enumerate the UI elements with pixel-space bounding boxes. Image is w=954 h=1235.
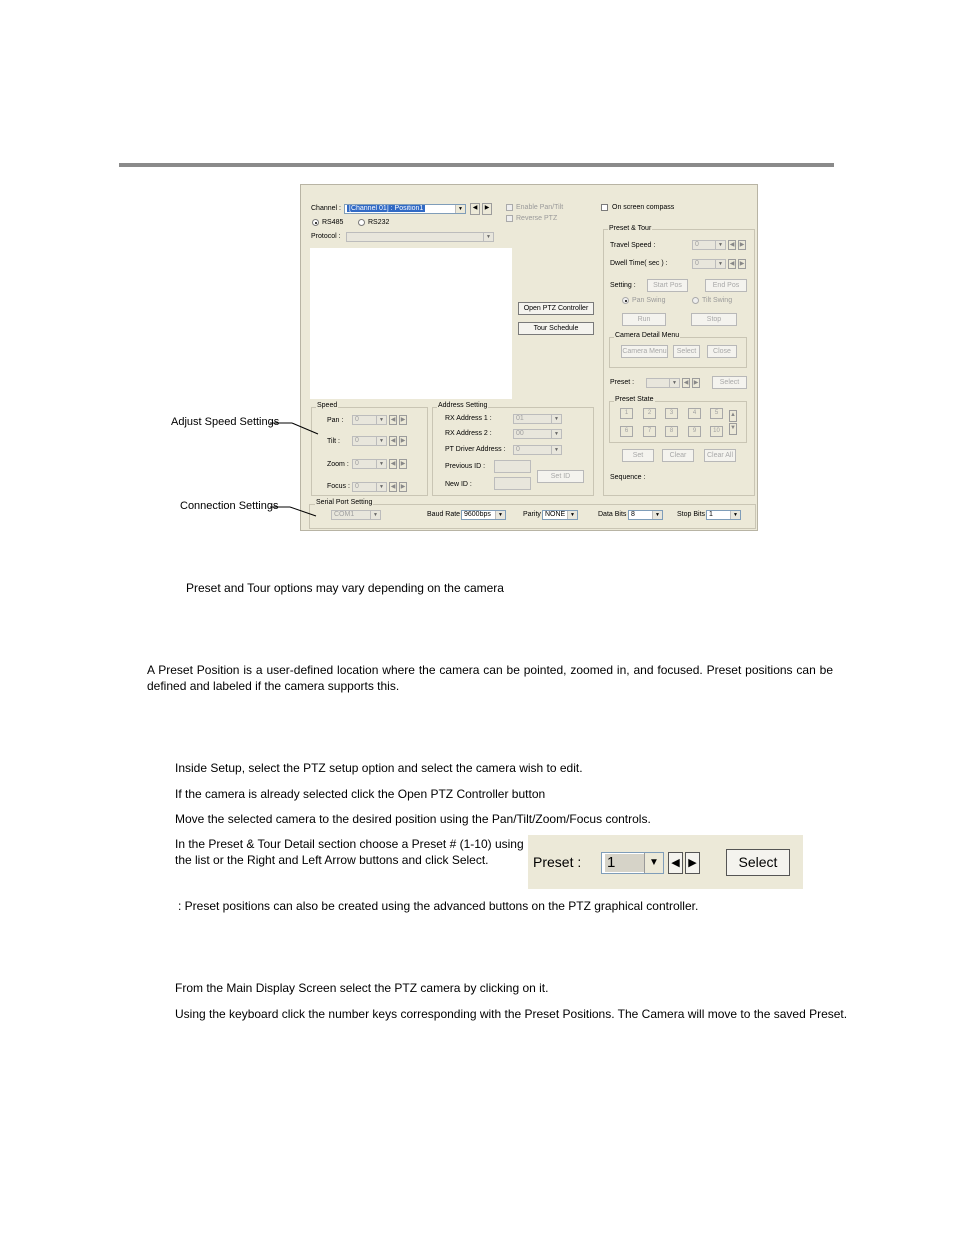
pan-swing-radio[interactable] <box>622 297 629 304</box>
preset-clear-all-button[interactable]: Clear All <box>704 449 736 462</box>
focus-speed-select[interactable]: 0 ▼ <box>352 482 387 492</box>
protocol-select[interactable] <box>346 232 494 242</box>
step-1-4b: the list or the Right and Left Arrow buttons and click Select. <box>175 853 489 867</box>
baud-rate-label: Baud Rate <box>427 511 461 518</box>
stop-bits-select[interactable]: 1 ▼ <box>706 510 741 520</box>
ptz-setup-dialog <box>300 184 758 531</box>
stop-bits-label: Stop Bits <box>677 511 706 518</box>
preset-label: Preset : <box>610 379 635 386</box>
preset-right-arrow[interactable]: ▶ <box>693 380 699 386</box>
setting-label: Setting : <box>610 282 636 289</box>
tour-schedule-button[interactable]: Tour Schedule <box>518 322 594 335</box>
sequence-label: Sequence : <box>610 474 646 481</box>
step-1-1: Inside Setup, select the PTZ setup option and select the camera wish to edit. <box>175 761 583 775</box>
preset-state-button-10[interactable]: 10 <box>710 426 723 437</box>
rs485-radio[interactable] <box>312 219 319 226</box>
protocol-label: Protocol : <box>311 233 341 240</box>
new-id-label: New ID : <box>445 481 472 488</box>
stop-button[interactable]: Stop <box>691 313 737 326</box>
previous-id-input[interactable] <box>494 460 531 473</box>
preset-widget-screenshot <box>528 835 803 889</box>
chevron-down-icon: ▼ <box>376 416 386 424</box>
zoom-speed-select[interactable]: 0 ▼ <box>352 459 387 469</box>
tilt-right-arrow[interactable]: ▶ <box>400 438 406 444</box>
pan-left-arrow[interactable]: ◀ <box>390 417 396 423</box>
serial-port-title: Serial Port Setting <box>316 499 373 506</box>
tilt-label: Tilt : <box>327 438 340 445</box>
reverse-ptz-label: Reverse PTZ <box>516 215 558 222</box>
preset-select-button[interactable]: Select <box>712 376 747 389</box>
preset-state-button-7[interactable]: 7 <box>643 426 656 437</box>
chevron-down-icon: ▼ <box>455 205 465 213</box>
connection-callout-line <box>270 502 320 522</box>
preset-state-title: Preset State <box>615 396 654 403</box>
enable-pan-tilt-checkbox[interactable] <box>506 204 513 211</box>
travel-speed-right-arrow[interactable]: ▶ <box>739 242 745 248</box>
pt-driver-address-label: PT Driver Address : <box>445 446 506 453</box>
data-bits-label: Data Bits <box>598 511 627 518</box>
camera-detail-menu-title: Camera Detail Menu <box>615 332 680 339</box>
preset-state-button-6[interactable]: 6 <box>620 426 633 437</box>
dwell-time-label: Dwell Time( sec ) : <box>610 260 668 267</box>
new-id-input[interactable] <box>494 477 531 490</box>
preset-widget-left-arrow[interactable]: ◀ <box>668 852 683 874</box>
start-pos-button[interactable]: Start Pos <box>647 279 688 292</box>
chevron-down-icon: ▼ <box>370 511 380 519</box>
zoom-right-arrow[interactable]: ▶ <box>400 461 406 467</box>
pan-label: Pan : <box>327 417 344 424</box>
rs485-label: RS485 <box>322 219 344 226</box>
focus-left-arrow[interactable]: ◀ <box>390 484 396 490</box>
parity-label: Parity <box>523 511 541 518</box>
note-text: : Preset positions can also be created using the advanced buttons on the PTZ graphical controller. <box>178 899 699 913</box>
travel-speed-select[interactable]: 0 ▼ <box>692 240 726 250</box>
run-button[interactable]: Run <box>622 313 666 326</box>
rx-address-1-label: RX Address 1 : <box>445 415 492 422</box>
channel-next-button[interactable]: ▶ <box>482 203 492 215</box>
preset-state-button-8[interactable]: 8 <box>665 426 678 437</box>
reverse-ptz-checkbox[interactable] <box>506 215 513 222</box>
on-screen-compass-checkbox[interactable] <box>601 204 608 211</box>
travel-speed-left-arrow[interactable]: ◀ <box>729 242 735 248</box>
intro-paragraph: A Preset Position is a user-defined location where the camera can be pointed, zoomed in, and focused. Preset positions can be defined and labeled if the camera supports this. <box>147 663 833 693</box>
on-screen-compass-label: On screen compass <box>612 204 675 211</box>
chevron-down-icon: ▼ <box>495 511 505 519</box>
preset-state-button-3[interactable]: 3 <box>665 408 678 419</box>
rx-address-2-label: RX Address 2 : <box>445 430 492 437</box>
parity-select[interactable]: NONE ▼ <box>542 510 578 520</box>
camera-menu-button[interactable]: Camera Menu <box>621 345 668 358</box>
preset-select[interactable] <box>646 378 680 388</box>
end-pos-button[interactable]: End Pos <box>705 279 747 292</box>
preset-state-button-2[interactable]: 2 <box>643 408 656 419</box>
address-setting-title: Address Setting <box>438 402 488 409</box>
rx-address-1-select[interactable]: 01 ▼ <box>513 414 562 424</box>
figure-caption: Preset and Tour options may vary depending on the camera <box>186 581 504 595</box>
focus-right-arrow[interactable]: ▶ <box>400 484 406 490</box>
set-id-button[interactable]: Set ID <box>537 470 584 483</box>
rx-address-2-select[interactable]: 00 ▼ <box>513 429 562 439</box>
speed-callout: Adjust Speed Settings <box>171 416 280 428</box>
preset-state-scroll-up[interactable]: ▲ <box>729 410 737 422</box>
step-2-1: From the Main Display Screen select the PTZ camera by clicking on it. <box>175 981 549 995</box>
com-port-select[interactable]: COM1 ▼ <box>331 510 381 520</box>
preset-widget-select-button[interactable]: Select <box>726 849 790 876</box>
enable-pan-tilt-label: Enable Pan/Tilt <box>516 204 564 211</box>
pan-speed-select[interactable]: 0 ▼ <box>352 415 387 425</box>
chevron-down-icon: ▼ <box>551 415 561 423</box>
preset-tour-title: Preset & Tour <box>609 225 652 232</box>
preset-widget-select[interactable]: 1 ▼ <box>601 852 664 874</box>
channel-prev-button[interactable]: ◀ <box>470 203 480 215</box>
rs232-radio[interactable] <box>358 219 365 226</box>
pan-swing-label: Pan Swing <box>632 297 666 304</box>
chevron-down-icon: ▼ <box>669 379 679 387</box>
speed-callout-line <box>270 418 320 438</box>
chevron-down-icon: ▼ <box>376 483 386 491</box>
preset-widget-label: Preset : <box>533 854 582 870</box>
preset-state-button-4[interactable]: 4 <box>688 408 701 419</box>
dwell-time-select[interactable]: 0 ▼ <box>692 259 726 269</box>
chevron-down-icon: ▼ <box>483 233 493 241</box>
zoom-left-arrow[interactable]: ◀ <box>390 461 396 467</box>
preset-state-scroll-down[interactable]: ▼ <box>729 423 737 435</box>
pt-driver-address-select[interactable]: 0 ▼ <box>513 445 562 455</box>
preset-left-arrow[interactable]: ◀ <box>683 380 689 386</box>
chevron-down-icon: ▼ <box>567 511 577 519</box>
speed-group-title: Speed <box>317 402 338 409</box>
chevron-down-icon: ▼ <box>644 853 663 873</box>
rs232-label: RS232 <box>368 219 390 226</box>
preset-state-button-9[interactable]: 9 <box>688 426 701 437</box>
tilt-speed-select[interactable]: 0 ▼ <box>352 436 387 446</box>
open-ptz-controller-button[interactable]: Open PTZ Controller <box>518 302 594 315</box>
section-rule <box>119 163 834 167</box>
baud-rate-select[interactable]: 9600bps ▼ <box>461 510 506 520</box>
channel-label: Channel : <box>311 205 341 212</box>
chevron-down-icon: ▼ <box>551 446 561 454</box>
preset-state-button-5[interactable]: 5 <box>710 408 723 419</box>
tilt-left-arrow[interactable]: ◀ <box>390 438 396 444</box>
travel-speed-label: Travel Speed : <box>610 242 656 249</box>
chevron-down-icon: ▼ <box>376 437 386 445</box>
step-2-2: Using the keyboard click the number keys corresponding with the Preset Positions. The Camera will move to the saved Preset. <box>175 1007 848 1021</box>
pan-right-arrow[interactable]: ▶ <box>400 417 406 423</box>
tilt-swing-radio[interactable] <box>692 297 699 304</box>
dwell-time-right-arrow[interactable]: ▶ <box>739 261 745 267</box>
connection-callout: Connection Settings <box>180 500 279 512</box>
preview-area <box>310 248 512 399</box>
channel-select[interactable]: [Channel 01] : Position1 ▼ <box>344 204 466 214</box>
chevron-down-icon: ▼ <box>551 430 561 438</box>
chevron-down-icon: ▼ <box>652 511 662 519</box>
chevron-down-icon: ▼ <box>376 460 386 468</box>
step-1-4: In the Preset & Tour Detail section choose a Preset # (1-10) using <box>175 837 524 851</box>
focus-label: Focus : <box>327 483 350 490</box>
chevron-down-icon: ▼ <box>730 511 740 519</box>
camera-close-button[interactable]: Close <box>707 345 737 358</box>
previous-id-label: Previous ID : <box>445 463 486 470</box>
step-1-3: Move the selected camera to the desired position using the Pan/Tilt/Zoom/Focus controls. <box>175 812 651 826</box>
chevron-down-icon: ▼ <box>715 241 725 249</box>
zoom-label: Zoom : <box>327 461 349 468</box>
chevron-down-icon: ▼ <box>715 260 725 268</box>
camera-select-button[interactable]: Select <box>673 345 700 358</box>
preset-widget-right-arrow[interactable]: ▶ <box>685 852 700 874</box>
data-bits-select[interactable]: 8 ▼ <box>628 510 663 520</box>
preset-state-button-1[interactable]: 1 <box>620 408 633 419</box>
step-1-2: If the camera is already selected click the Open PTZ Controller button <box>175 787 546 801</box>
preset-set-button[interactable]: Set <box>622 449 654 462</box>
preset-clear-button[interactable]: Clear <box>662 449 694 462</box>
dwell-time-left-arrow[interactable]: ◀ <box>729 261 735 267</box>
tilt-swing-label: Tilt Swing <box>702 297 733 304</box>
